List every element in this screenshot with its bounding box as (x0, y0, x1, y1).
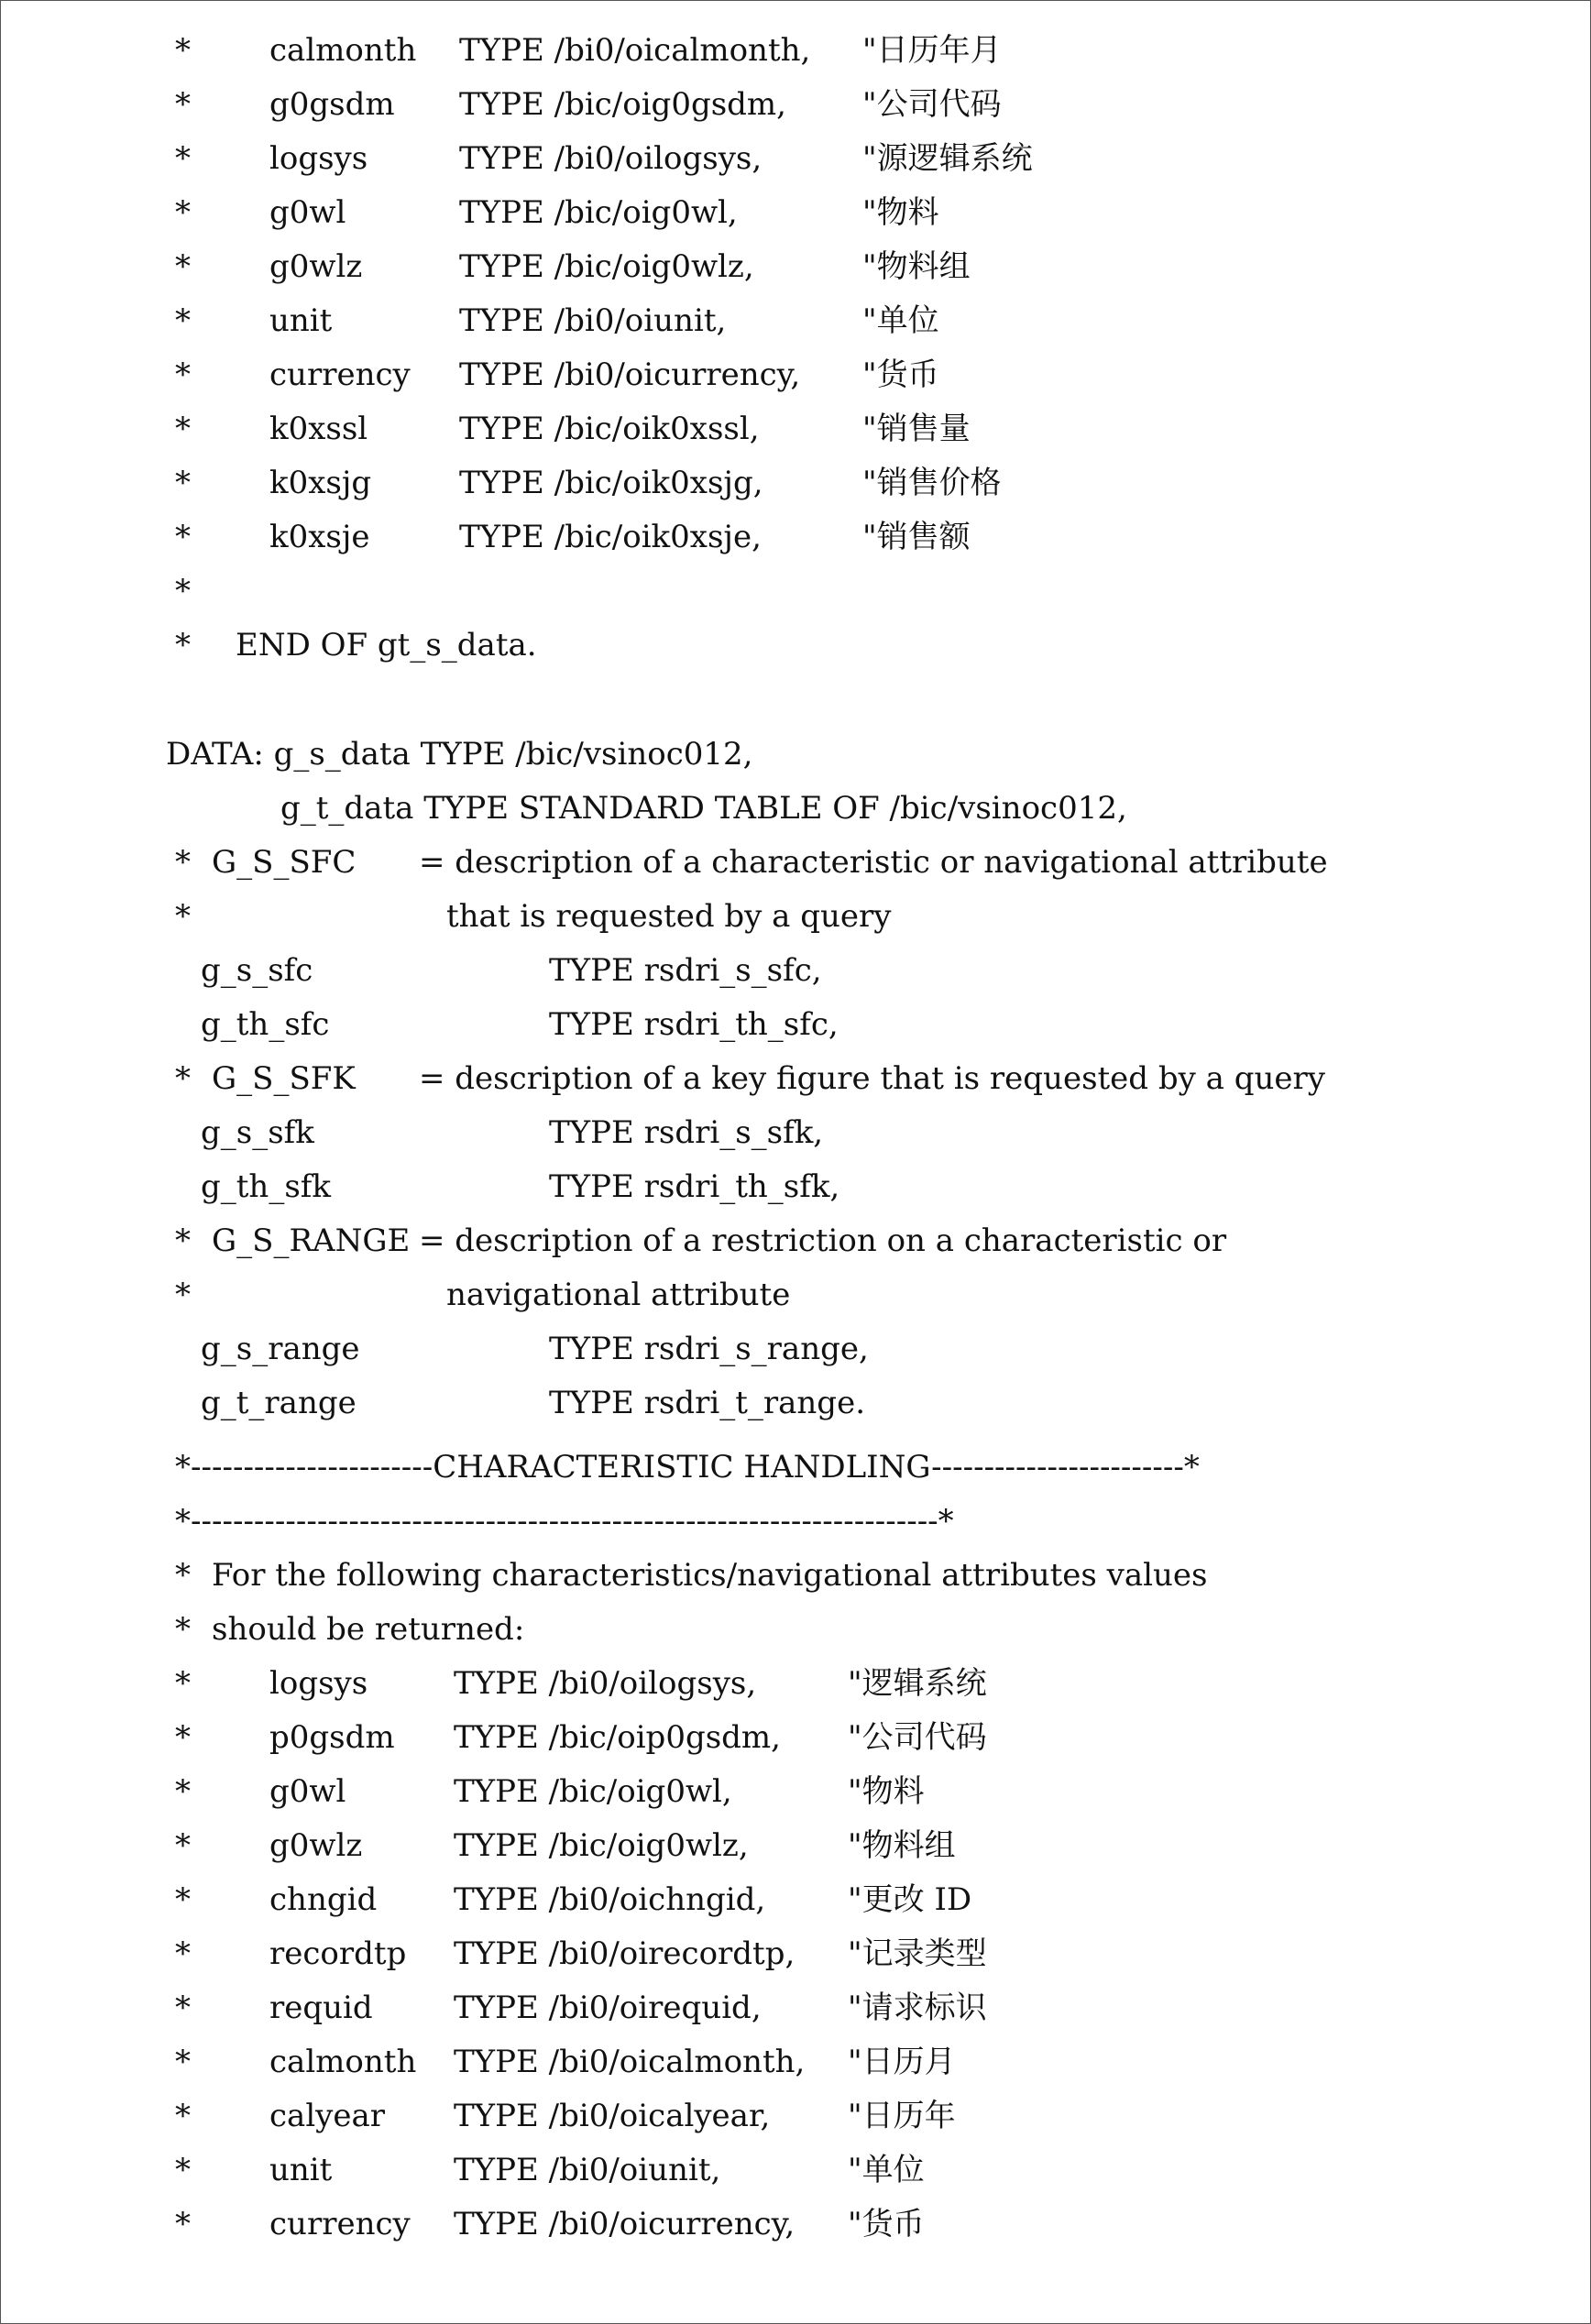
code-line: * (175, 86, 191, 123)
var-type: TYPE rsdri_s_sfc, (549, 952, 822, 989)
field-type: TYPE /bic/oig0wl, (459, 194, 738, 231)
field-type: TYPE /bi0/oirecordtp, (454, 1935, 796, 1972)
field-type: TYPE /bic/oig0wlz, (459, 248, 754, 285)
code-line: * (175, 1773, 191, 1810)
code-line: * (175, 627, 191, 663)
field-type: TYPE /bi0/oirequid, (454, 1990, 762, 2026)
field-type: TYPE /bic/oig0wlz, (454, 1827, 749, 1864)
comment-desc: = description of a restriction on a characteristic or (419, 1222, 1227, 1259)
var-type: TYPE rsdri_th_sfc, (549, 1006, 839, 1043)
data-decl-line: g_t_data TYPE STANDARD TABLE OF /bic/vsinoc012, (280, 790, 1127, 827)
code-line: * (175, 465, 191, 501)
field-name: logsys (269, 140, 368, 177)
field-comment: "单位 (848, 2152, 925, 2188)
field-type: TYPE /bi0/oilogsys, (454, 1665, 757, 1702)
field-comment: "物料组 (862, 248, 971, 285)
field-comment: "货币 (848, 2206, 925, 2242)
field-type: TYPE /bi0/oiunit, (454, 2152, 721, 2188)
code-line: * (175, 32, 191, 69)
code-line: * (175, 1611, 191, 1648)
code-line: * (175, 1935, 191, 1972)
field-name: calmonth (269, 32, 417, 69)
field-type: TYPE /bi0/oicalyear, (454, 2098, 771, 2134)
field-name: requid (269, 1990, 373, 2026)
comment-var-name: G_S_SFC (212, 844, 357, 881)
code-line: * (175, 1222, 191, 1259)
code-line: * (175, 573, 191, 609)
field-comment: "逻辑系统 (848, 1665, 987, 1702)
field-comment: "物料 (848, 1773, 925, 1810)
field-comment: "日历年月 (862, 32, 1002, 69)
field-name: g0wlz (269, 248, 363, 285)
comment-desc: navigational attribute (446, 1277, 791, 1313)
code-line: * (175, 1557, 191, 1594)
field-type: TYPE /bi0/oicurrency, (459, 356, 801, 393)
var-name: g_t_range (201, 1385, 357, 1421)
field-comment: "日历年 (848, 2098, 956, 2134)
field-name: g0wl (269, 194, 346, 231)
code-line: * (175, 1719, 191, 1756)
field-type: TYPE /bi0/oicurrency, (454, 2206, 796, 2242)
field-name: p0gsdm (269, 1719, 395, 1756)
field-type: TYPE /bi0/oilogsys, (459, 140, 763, 177)
field-name: chngid (269, 1881, 378, 1918)
comment-desc: that is requested by a query (446, 898, 892, 935)
field-name: g0gsdm (269, 86, 395, 123)
code-line: * (175, 2152, 191, 2188)
field-comment: "日历月 (848, 2044, 956, 2080)
field-name: logsys (269, 1665, 368, 1702)
field-comment: "公司代码 (862, 86, 1002, 123)
comment-desc: = description of a characteristic or navigational attribute (419, 844, 1328, 881)
var-type: TYPE rsdri_t_range. (549, 1385, 865, 1421)
code-line: * (175, 194, 191, 231)
code-line: * (175, 248, 191, 285)
var-type: TYPE rsdri_s_range, (549, 1331, 869, 1367)
field-type: TYPE /bic/oik0xssl, (459, 411, 760, 447)
code-line: * (175, 140, 191, 177)
field-name: k0xsjg (269, 465, 372, 501)
field-name: currency (269, 356, 411, 393)
field-comment: "单位 (862, 302, 939, 339)
field-comment: "更改 ID (848, 1881, 972, 1918)
field-name: g0wlz (269, 1827, 363, 1864)
field-comment: "请求标识 (848, 1990, 987, 2026)
field-name: k0xsje (269, 519, 370, 555)
code-line: * (175, 898, 191, 935)
field-name: unit (269, 2152, 333, 2188)
code-line: * (175, 1665, 191, 1702)
var-name: g_s_sfk (201, 1114, 314, 1151)
field-type: TYPE /bic/oig0gsdm, (459, 86, 786, 123)
field-name: g0wl (269, 1773, 346, 1810)
field-comment: "物料 (862, 194, 939, 231)
code-line: * (175, 1881, 191, 1918)
section-rule-characteristic-handling: *-----------------------CHARACTERISTIC HANDLING------------------------* (175, 1449, 1200, 1485)
comment-text: For the following characteristics/navigational attributes values (212, 1557, 1208, 1594)
code-line: * (175, 1990, 191, 2026)
section-rule: *-----------------------------------------------------------------------* (175, 1503, 954, 1540)
var-name: g_th_sfc (201, 1006, 330, 1043)
field-comment: "公司代码 (848, 1719, 987, 1756)
field-type: TYPE /bi0/oicalmonth, (459, 32, 811, 69)
end-statement: END OF gt_s_data. (236, 627, 537, 663)
field-comment: "记录类型 (848, 1935, 987, 1972)
field-comment: "源逻辑系统 (862, 140, 1033, 177)
field-comment: "货币 (862, 356, 939, 393)
code-line: * (175, 2044, 191, 2080)
code-line: * (175, 1827, 191, 1864)
comment-text: should be returned: (212, 1611, 525, 1648)
comment-var-name: G_S_SFK (212, 1060, 356, 1097)
field-type: TYPE /bic/oig0wl, (454, 1773, 732, 1810)
comment-desc: = description of a key figure that is requested by a query (419, 1060, 1325, 1097)
comment-var-name: G_S_RANGE (212, 1222, 411, 1259)
field-type: TYPE /bic/oik0xsjg, (459, 465, 763, 501)
field-type: TYPE /bi0/oiunit, (459, 302, 727, 339)
code-line: * (175, 411, 191, 447)
field-type: TYPE /bi0/oicalmonth, (454, 2044, 806, 2080)
code-line: * (175, 356, 191, 393)
code-line: * (175, 519, 191, 555)
field-type: TYPE /bic/oip0gsdm, (454, 1719, 781, 1756)
code-line: * (175, 2098, 191, 2134)
var-type: TYPE rsdri_s_sfk, (549, 1114, 824, 1151)
code-line: * (175, 2206, 191, 2242)
field-type: TYPE /bi0/oichngid, (454, 1881, 766, 1918)
field-comment: "销售价格 (862, 465, 1002, 501)
field-name: recordtp (269, 1935, 407, 1972)
var-name: g_th_sfk (201, 1168, 331, 1205)
field-comment: "销售额 (862, 519, 971, 555)
field-name: calmonth (269, 2044, 417, 2080)
code-line: * (175, 1060, 191, 1097)
field-name: calyear (269, 2098, 386, 2134)
data-keyword-line: DATA: g_s_data TYPE /bic/vsinoc012, (166, 736, 753, 773)
field-comment: "物料组 (848, 1827, 956, 1864)
field-comment: "销售量 (862, 411, 971, 447)
field-name: k0xssl (269, 411, 368, 447)
var-name: g_s_sfc (201, 952, 313, 989)
code-line: * (175, 1277, 191, 1313)
field-name: unit (269, 302, 333, 339)
code-line: * (175, 844, 191, 881)
field-type: TYPE /bic/oik0xsje, (459, 519, 762, 555)
var-type: TYPE rsdri_th_sfk, (549, 1168, 840, 1205)
var-name: g_s_range (201, 1331, 360, 1367)
code-line: * (175, 302, 191, 339)
field-name: currency (269, 2206, 411, 2242)
